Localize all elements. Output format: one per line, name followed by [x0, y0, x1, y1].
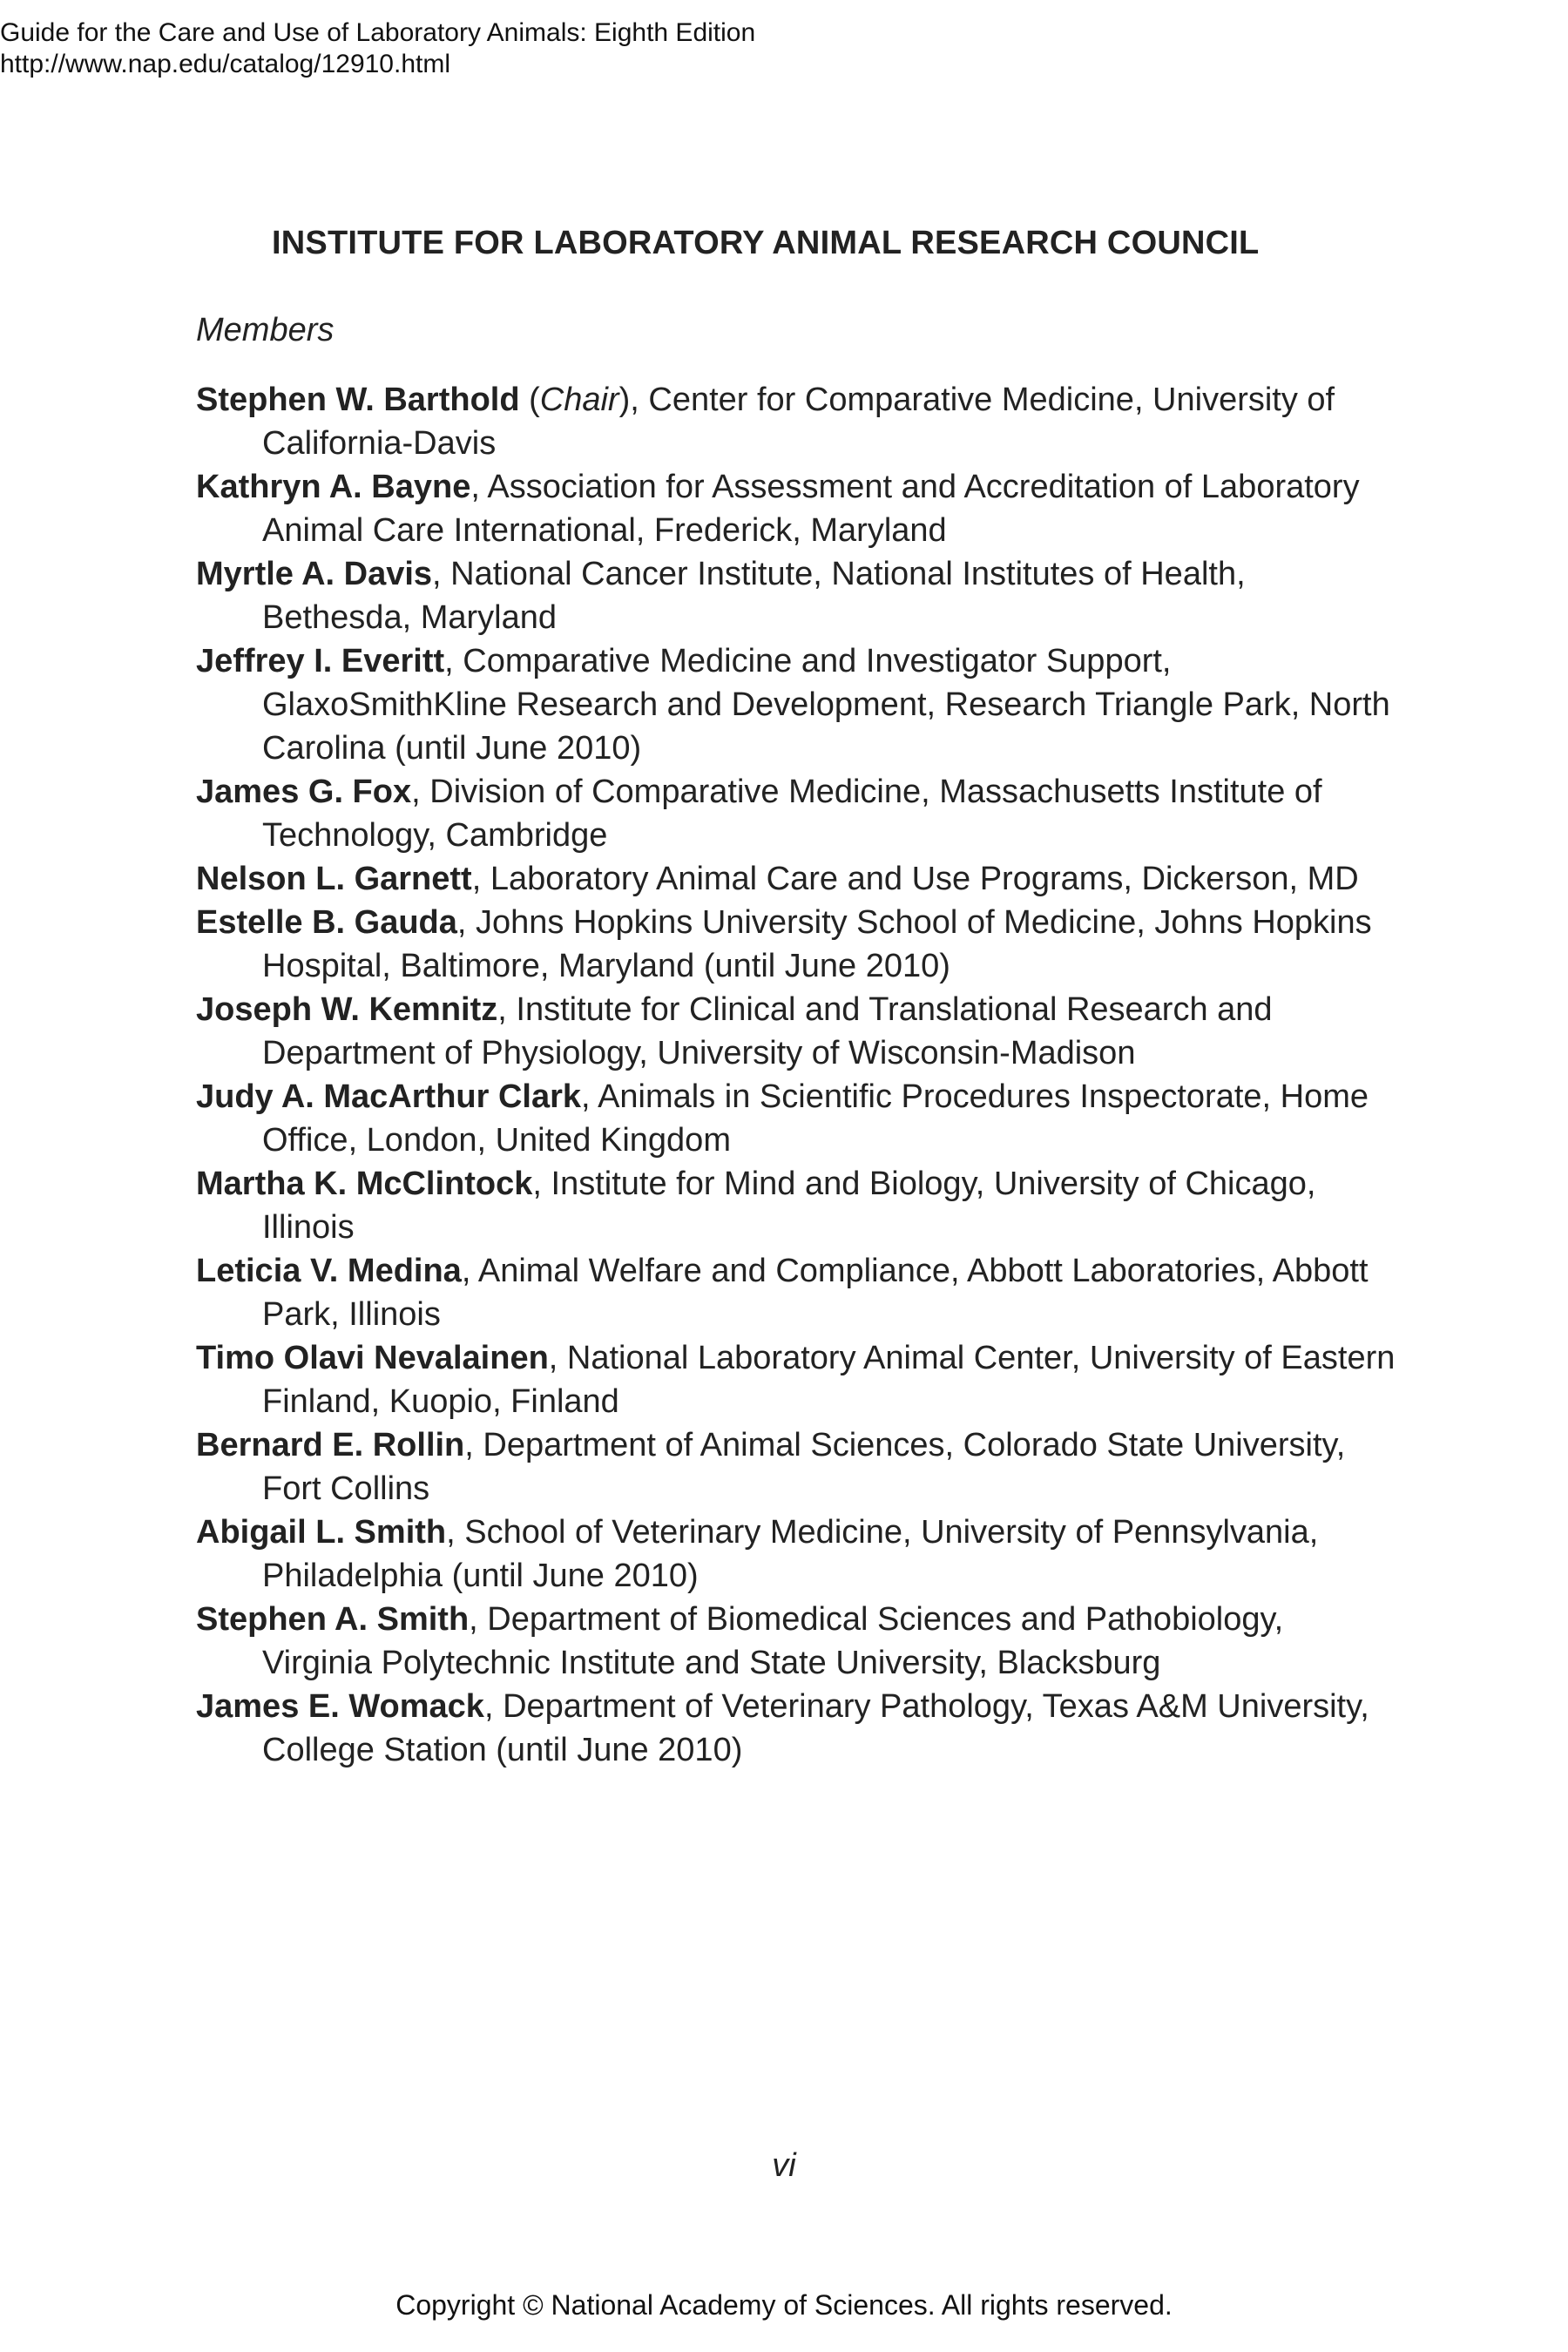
page-number: vi — [772, 2147, 796, 2184]
member-entry: Bernard E. Rollin, Department of Animal Sciences, Colorado State University, Fort Collins — [196, 1427, 1346, 1507]
member-name: Bernard E. Rollin — [196, 1427, 465, 1463]
member-affiliation: Laboratory Animal Care and Use Programs, Dickerson, MD — [490, 861, 1359, 897]
member-affiliation: Comparative Medicine and Investigator Support, GlaxoSmithKline Research and Development, Research Triangle Park, North Carolina (until June 2010) — [262, 643, 1390, 767]
member-name: Joseph W. Kemnitz — [196, 991, 498, 1028]
member-entry: Martha K. McClintock, Institute for Mind and Biology, University of Chicago, Illinois — [196, 1166, 1316, 1246]
member-name: James G. Fox — [196, 774, 412, 810]
book-title-line: Guide for the Care and Use of Laboratory Animals: Eighth Edition — [0, 18, 756, 47]
member-name: Stephen W. Barthold — [196, 382, 520, 418]
member-affiliation: Association for Assessment and Accreditation of Laboratory Animal Care International, Frederick, Maryland — [262, 469, 1360, 549]
member-affiliation: Department of Veterinary Pathology, Texas A&M University, College Station (until June 2010) — [262, 1688, 1369, 1768]
member-affiliation: School of Veterinary Medicine, University of Pennsylvania, Philadelphia (until June 2010) — [262, 1514, 1319, 1594]
member-name: James E. Womack — [196, 1688, 484, 1725]
member-entry: Myrtle A. Davis, National Cancer Institute, National Institutes of Health, Bethesda, Maryland — [196, 556, 1246, 636]
section-label-members: Members — [196, 312, 335, 348]
page-title: INSTITUTE FOR LABORATORY ANIMAL RESEARCH COUNCIL — [272, 225, 1260, 261]
member-affiliation: Animals in Scientific Procedures Inspectorate, Home Office, London, United Kingdom — [262, 1078, 1369, 1159]
member-entry: Kathryn A. Bayne, Association for Assessment and Accreditation of Laboratory Animal Care International, Frederick, Maryland — [196, 469, 1360, 549]
member-name: Abigail L. Smith — [196, 1514, 447, 1551]
member-name: Martha K. McClintock — [196, 1166, 533, 1202]
member-entry: Joseph W. Kemnitz, Institute for Clinical and Translational Research and Department of Physiology, University of Wisconsin-Madison — [196, 991, 1273, 1071]
member-entry: Stephen A. Smith, Department of Biomedical Sciences and Pathobiology, Virginia Polytechnic Institute and State University, Blacksburg — [196, 1601, 1284, 1681]
member-name: Timo Olavi Nevalainen — [196, 1340, 549, 1376]
members-list — [196, 378, 1398, 1772]
member-affiliation: Division of Comparative Medicine, Massachusetts Institute of Technology, Cambridge — [262, 774, 1322, 854]
member-name: Estelle B. Gauda — [196, 904, 457, 941]
member-affiliation: Department of Biomedical Sciences and Pathobiology, Virginia Polytechnic Institute and State University, Blacksburg — [262, 1601, 1284, 1681]
member-affiliation: Institute for Mind and Biology, University of Chicago, Illinois — [262, 1166, 1316, 1246]
member-entry: Leticia V. Medina, Animal Welfare and Compliance, Abbott Laboratories, Abbott Park, Illinois — [196, 1253, 1369, 1333]
member-name: Kathryn A. Bayne — [196, 469, 471, 505]
member-affiliation: National Cancer Institute, National Institutes of Health, Bethesda, Maryland — [262, 556, 1246, 636]
member-affiliation: Center for Comparative Medicine, University of California-Davis — [262, 382, 1335, 462]
member-entry: Jeffrey I. Everitt, Comparative Medicine and Investigator Support, GlaxoSmithKline Research and Development, Research Triangle Park, North Carolina (until June 2010) — [196, 643, 1390, 767]
member-entry: James G. Fox, Division of Comparative Medicine, Massachusetts Institute of Technology, Cambridge — [196, 774, 1322, 854]
member-name: Jeffrey I. Everitt — [196, 643, 445, 679]
catalog-url: http://www.nap.edu/catalog/12910.html — [0, 50, 451, 78]
member-affiliation: Institute for Clinical and Translational Research and Department of Physiology, University of Wisconsin-Madison — [262, 991, 1273, 1071]
member-affiliation: Animal Welfare and Compliance, Abbott Laboratories, Abbott Park, Illinois — [262, 1253, 1369, 1333]
member-affiliation: Johns Hopkins University School of Medicine, Johns Hopkins Hospital, Baltimore, Maryland (until June 2010) — [262, 904, 1372, 984]
page-header — [0, 17, 755, 80]
member-entry: Nelson L. Garnett, Laboratory Animal Care and Use Programs, Dickerson, MD — [196, 861, 1359, 897]
member-name: Leticia V. Medina — [196, 1253, 462, 1289]
member-entry: James E. Womack, Department of Veterinary Pathology, Texas A&M University, College Station (until June 2010) — [196, 1688, 1369, 1768]
member-name: Judy A. MacArthur Clark — [196, 1078, 582, 1115]
member-affiliation: Department of Animal Sciences, Colorado State University, Fort Collins — [262, 1427, 1346, 1507]
member-name: Nelson L. Garnett — [196, 861, 472, 897]
member-entry: Estelle B. Gauda, Johns Hopkins University School of Medicine, Johns Hopkins Hospital, Baltimore, Maryland (until June 2010) — [196, 904, 1372, 984]
member-entry: Timo Olavi Nevalainen, National Laboratory Animal Center, University of Eastern Finland, Kuopio, Finland — [196, 1340, 1396, 1420]
member-name: Stephen A. Smith — [196, 1601, 470, 1638]
member-entry: Abigail L. Smith, School of Veterinary Medicine, University of Pennsylvania, Philadelphia (until June 2010) — [196, 1514, 1319, 1594]
member-entry: Judy A. MacArthur Clark, Animals in Scientific Procedures Inspectorate, Home Office, London, United Kingdom — [196, 1078, 1369, 1159]
member-affiliation: National Laboratory Animal Center, University of Eastern Finland, Kuopio, Finland — [262, 1340, 1396, 1420]
copyright-notice: Copyright © National Academy of Sciences. All rights reserved. — [395, 2289, 1173, 2321]
member-entry: Stephen W. Barthold (Chair), Center for Comparative Medicine, University of California-Davis — [196, 382, 1335, 462]
member-name: Myrtle A. Davis — [196, 556, 433, 592]
member-role: Chair — [539, 382, 619, 418]
